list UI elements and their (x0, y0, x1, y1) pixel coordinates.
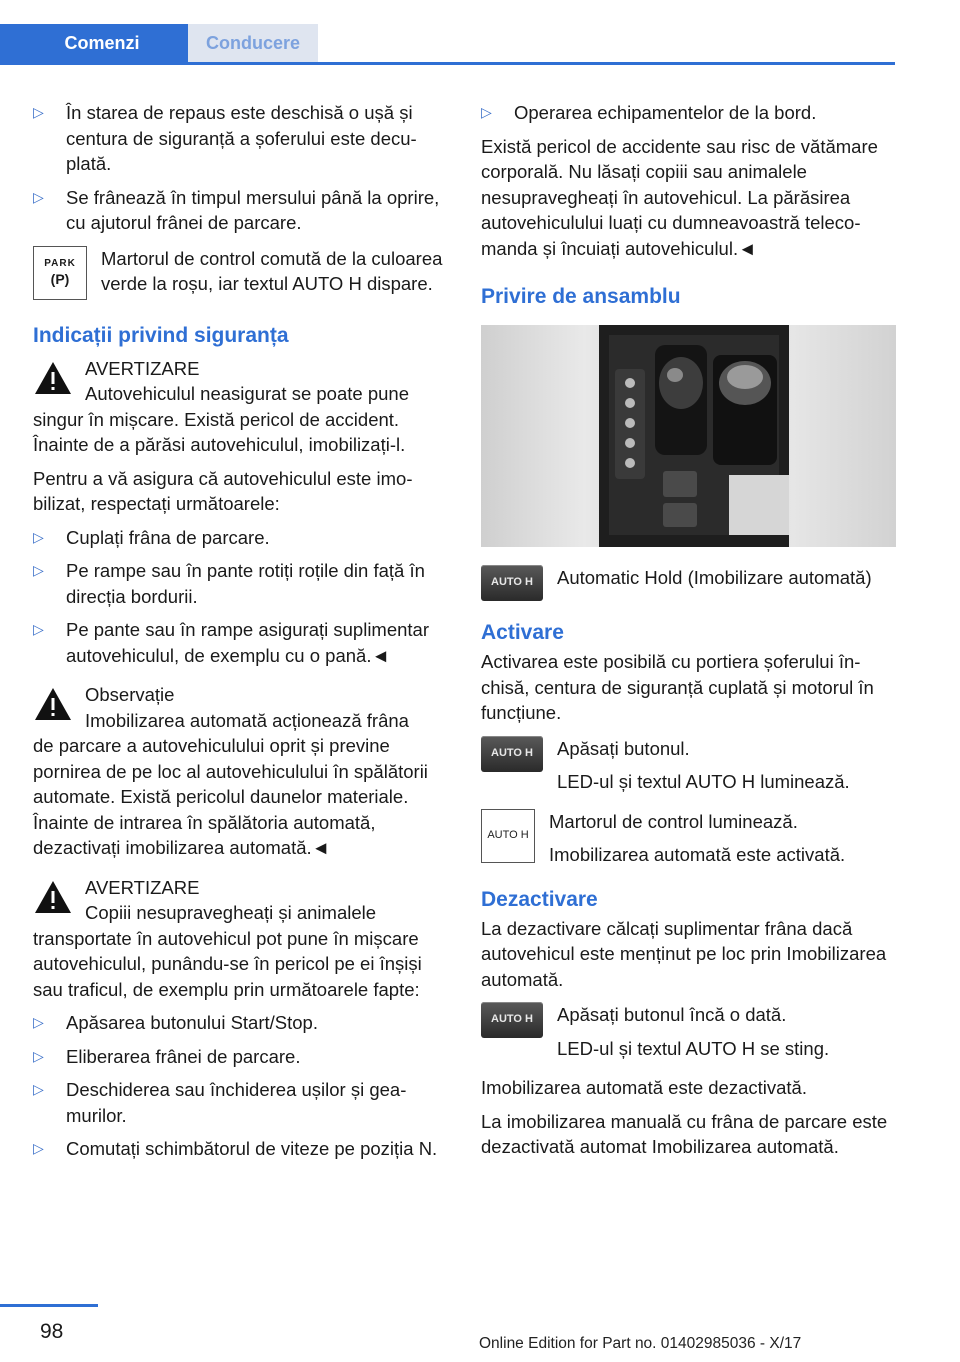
tab-comenzi[interactable]: Comenzi (0, 24, 188, 62)
triangle-bullet-icon: ▷ (33, 1014, 44, 1030)
auto-h-button-icon: AUTO H (481, 736, 543, 772)
auto-h-indicator-icon: AUTO H (481, 809, 535, 863)
list-item (33, 558, 451, 609)
list-item-text: Pe pante sau în rampe asigurați suplimentar autovehiculul, de exemplu cu o pană.◄ (66, 619, 430, 666)
triangle-bullet-icon: ▷ (33, 1140, 44, 1156)
tab-conducere[interactable]: Conducere (188, 24, 318, 62)
photo-caption: Automatic Hold (Imobilizare automată) (557, 567, 872, 588)
list-item (33, 525, 451, 551)
note-block (33, 682, 451, 861)
triangle-bullet-icon: ▷ (33, 562, 44, 578)
page-number: 98 (40, 1320, 64, 1343)
list-item-text: Pe rampe sau în pante rotiți roțile din față în direcția bordurii. (66, 560, 425, 607)
warning-title: AVERTIZARE (85, 357, 200, 379)
list-item-text: Cuplați frâna de parcare. (66, 526, 270, 548)
warning-text: singur în mișcare. Există pericol de accident. Înainte de a părăsi autovehiculul, imobilizați-l. (33, 408, 406, 455)
warning-text: transportate în autovehicul pot pune în mișcare autovehiculul, punându-se în pericol pe ei înșiși sau traficul, de exemplu prin următoarele fapte: (33, 927, 422, 1000)
warning-block (33, 875, 451, 1003)
step-text: LED-ul și textul AUTO H luminează. (557, 771, 850, 792)
warning-block (33, 356, 451, 458)
section-heading-overview: Privire de ansamblu (481, 285, 681, 308)
section-heading-activate: Activare (481, 621, 564, 644)
triangle-bullet-icon: ▷ (33, 188, 44, 205)
center-console-illustration (481, 325, 896, 547)
park-indicator-text: Martorul de control comută de la culoarea verde la roșu, iar textul AUTO H dispare. (101, 247, 443, 294)
paragraph: La dezactivare călcați suplimentar frâna dacă autovehicul este menținut pe loc prin Imobilizarea automată. (481, 917, 887, 990)
list-item (33, 185, 451, 236)
list-item (481, 100, 899, 126)
step-text: Apăsați butonul. (557, 737, 690, 759)
note-title: Observație (85, 684, 175, 705)
list-item (33, 1010, 451, 1036)
automatic-hold-caption-block (481, 565, 899, 601)
paragraph: Există pericol de accidente sau risc de vătămare corporală. Nu lăsați copiii sau animalele nesupravegheați în autovehicul. La părăsirea autovehiculului luați cu dumneavoastră telecomanda și încuiați autovehiculul.◄ (481, 135, 878, 259)
warning-text-first-line: Copiii nesupravegheați și animalele (85, 902, 377, 923)
note-text: de parcare a autovehiculului oprit și previne pornirea de pe loc al autovehiculului în spălătorii automate. Există pericolul daunelor materiale. Înainte de intrarea în spălătoria automată, dezactivați imobilizarea automată.◄ (33, 735, 428, 858)
section-heading-deactivate: Dezactivare (481, 887, 598, 911)
step-text: LED-ul și textul AUTO H se sting. (557, 1037, 830, 1059)
list-item-text: Eliberarea frânei de parcare. (66, 1045, 301, 1067)
triangle-bullet-icon: ▷ (33, 1047, 44, 1064)
triangle-bullet-icon: ▷ (33, 104, 44, 120)
list-item-text: Operarea echipamentelor de la bord. (514, 102, 817, 123)
list-item-text: Apăsarea butonului Start/Stop. (66, 1012, 318, 1033)
warning-triangle-icon (33, 682, 73, 733)
list-item (33, 100, 451, 177)
left-column (33, 100, 451, 1170)
park-indicator-icon: PARK (P) (33, 246, 87, 300)
warning-title: AVERTIZARE (85, 876, 200, 898)
park-indicator-block (33, 246, 451, 300)
activate-step-block (481, 736, 899, 795)
triangle-bullet-icon: ▷ (33, 1081, 44, 1097)
auto-h-button-icon: AUTO H (481, 565, 543, 601)
list-item-text: Se frânează în timpul mersului până la oprire, cu ajutorul frânei de parcare. (66, 186, 440, 233)
auto-h-button-icon: AUTO H (481, 1002, 543, 1038)
center-console-photo (481, 325, 896, 547)
edition-footer: Online Edition for Part no. 01402985036 - X/17 (479, 1335, 802, 1352)
triangle-bullet-icon: ▷ (481, 104, 492, 120)
list-item-text: Deschiderea sau închiderea ușilor și geamurilor. (66, 1079, 407, 1126)
paragraph: Imobilizarea automată este dezactivată. (481, 1077, 807, 1098)
section-heading-safety: Indicații privind siguranța (33, 323, 289, 347)
step-text: Apăsați butonul încă o dată. (557, 1004, 787, 1025)
paragraph: Pentru a vă asigura că autovehiculul este imobilizat, respectați următoarele: (33, 467, 413, 514)
indicator-lamp-block (481, 809, 899, 868)
warning-triangle-icon (33, 356, 73, 407)
paragraph: Activarea este posibilă cu portiera șoferului închisă, centura de siguranță cuplată și motorul în funcțiune. (481, 651, 874, 723)
list-item (33, 1044, 451, 1070)
list-item (33, 1136, 451, 1162)
triangle-bullet-icon: ▷ (33, 528, 44, 545)
list-item-text: În starea de repaus este deschisă o ușă și centura de siguranță a șoferului este decuplată. (66, 102, 417, 174)
list-item (33, 617, 451, 668)
deactivate-step-block (481, 1002, 899, 1061)
note-text-first-line: Imobilizarea automată acționează frâna (85, 709, 409, 731)
right-column (481, 100, 899, 1168)
list-item-text: Comutați schimbătorul de viteze pe poziția N. (66, 1138, 438, 1159)
warning-text-first-line: Autovehiculul neasigurat se poate pune (85, 383, 409, 404)
footer-rule (0, 1304, 98, 1307)
indicator-text: Martorul de control luminează. (549, 810, 798, 832)
paragraph: La imobilizarea manuală cu frâna de parcare este dezactivată automat Imobilizarea automată. (481, 1110, 888, 1157)
warning-triangle-icon (33, 875, 73, 926)
triangle-bullet-icon: ▷ (33, 621, 44, 637)
indicator-text: Imobilizarea automată este activată. (549, 844, 846, 865)
chapter-tabbar (0, 24, 895, 65)
list-item (33, 1077, 451, 1128)
